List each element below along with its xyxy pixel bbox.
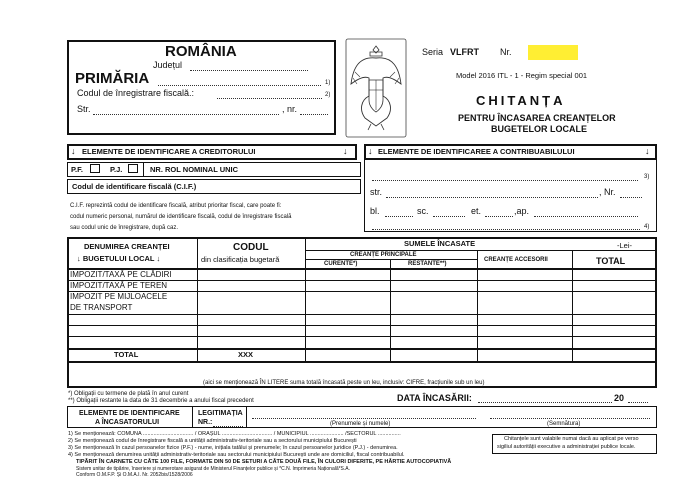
footnote-arrears: **) Obligații restante la data de 31 decembrie a anului fiscal precedent	[68, 398, 254, 404]
creditor-heading: ELEMENTE DE IDENTIFICARE A CREDITORULUI	[82, 147, 256, 156]
pj-label: P.J.	[110, 165, 123, 174]
pf-checkbox[interactable]	[90, 164, 100, 173]
cif-note-3: sau codul unic de înregistrare, după caz.	[70, 225, 179, 231]
county-label: Județul	[153, 60, 183, 70]
row-line-6	[67, 348, 657, 350]
collector-divider-2	[246, 406, 247, 428]
arrears-header: RESTANTE**)	[408, 261, 447, 267]
note-marker-2: 2)	[325, 92, 331, 98]
issuer-number-label: , nr.	[282, 104, 298, 114]
pf-label: P.F.	[71, 165, 83, 174]
taxpayer-down-arrow: ↓	[368, 146, 373, 156]
row-label-buildings: IMPOZIT/TAXĂ PE CLĂDIRI	[70, 270, 172, 279]
apartment-label: ,ap.	[514, 206, 530, 216]
collector-name-field[interactable]	[252, 418, 476, 419]
sums-heading-bottom	[305, 250, 657, 251]
row-label-land: IMPOZIT/TAXĂ PE TEREN	[70, 281, 168, 290]
note-4-text: 4) Se menționează denumirea unității administrativ-teritoriale sau sectorului municipiului București unde are domiciliul, fiscal contribuabilul.	[68, 452, 405, 458]
col-divider-2	[305, 237, 306, 363]
date-year-field[interactable]	[628, 402, 648, 403]
sums-heading: SUMELE ÎNCASATE	[404, 239, 476, 248]
currency-label: -Lei-	[617, 241, 633, 250]
main-claims-bottom	[305, 259, 477, 260]
country-title: ROMÂNIA	[165, 43, 237, 60]
legitimation-number-label: NR.:	[198, 419, 213, 426]
issuer-number-field[interactable]	[300, 114, 328, 115]
row-line-5	[67, 336, 657, 337]
taxpayer-locality-field[interactable]	[372, 229, 640, 230]
current-header: CURENTE*)	[324, 261, 358, 267]
note-2-text: 2) Se menționează codul de înregistrare fiscală a unității administrativ-teritoriale sau a sectorului municipiului București	[68, 438, 357, 444]
collector-heading-1: ELEMENTE DE IDENTIFICARE	[79, 410, 180, 417]
taxpayer-street-label: str.	[370, 187, 383, 197]
taxpayer-down-arrow-right: ↓	[645, 146, 650, 156]
receipt-number-field[interactable]	[528, 45, 578, 60]
collector-signature-caption: (Semnătura)	[547, 421, 581, 427]
floor-field[interactable]	[485, 216, 513, 217]
block-label: bl.	[370, 206, 380, 216]
apartment-field[interactable]	[534, 216, 638, 217]
date-label: DATA ÎNCASĂRII:	[397, 393, 472, 403]
fiscal-code-label: Codul de înregistrare fiscală.:	[77, 88, 195, 98]
taxpayer-number-field[interactable]	[620, 197, 642, 198]
stair-field[interactable]	[433, 216, 465, 217]
date-field[interactable]	[478, 402, 612, 403]
print-note-3: Conform O.M.F.P. Și O.M.A.I. Nr. 2052bis/1528/2006	[76, 472, 193, 478]
col-name-header-2	[77, 255, 160, 263]
col-divider-5	[572, 250, 573, 363]
issuer-street-label: Str.	[77, 104, 91, 114]
row-line-3	[67, 314, 657, 315]
note-1-text: 1) Se menționează: COMUNA ................................. / ORAȘUL ................................. / MUNICIPIUL ...................... /SECTORUL ...............	[68, 431, 401, 437]
print-note-1: TIPĂRIT ÎN CARNETE CU CÂTE 100 FILE, FORMATE DIN 50 DE SETURI A CÂTE DOUĂ FILE, ÎN CULORI DIFERITE, PE HÂRTIE AUTOCOPIATIVĂ	[76, 459, 452, 465]
validity-note-1: Chitanțele sunt valabile numai dacă au aplicat pe verso	[504, 436, 639, 442]
divider	[143, 162, 144, 177]
series-label: Seria	[422, 47, 444, 57]
row-label-vehicles-1: IMPOZIT PE MIJLOACELE	[70, 292, 168, 301]
total-row-label: TOTAL	[114, 350, 139, 359]
model-text: Model 2016 ITL - 1 - Regim special 001	[456, 71, 588, 80]
accessory-header: CREANȚE ACCESORII	[484, 257, 548, 263]
city-hall-label: PRIMĂRIA	[75, 70, 150, 87]
collector-name-caption: (Prenumele și numele)	[330, 421, 391, 427]
issuer-street-field[interactable]	[93, 114, 279, 115]
col-code-header-1: CODUL	[233, 242, 269, 253]
col-code-header-2: din clasificația bugetară	[201, 255, 280, 264]
receipt-number-label: Nr.	[500, 47, 512, 57]
amount-in-words-caption: (aici se menționează ÎN LITERE suma totală încasată peste un leu, inclusiv: CIFRE, fracțiunile sub un leu)	[203, 380, 485, 386]
taxpayer-number-label: , Nr.	[599, 187, 616, 197]
main-claims-heading: CREANȚE PRINCIPALE	[350, 252, 417, 258]
rol-label: NR. ROL NOMINAL UNIC	[150, 165, 239, 174]
block-field[interactable]	[385, 216, 413, 217]
total-col-header: TOTAL	[596, 256, 626, 266]
col-name-header-2-text: BUGETULUI LOCAL	[82, 254, 155, 263]
note-marker-1: 1)	[325, 80, 331, 86]
legitimation-number-field[interactable]	[213, 426, 243, 427]
receipt-subtitle-2: BUGETELOR LOCALE	[491, 124, 587, 134]
series-value: VLFRT	[450, 47, 479, 57]
coat-of-arms-emblem	[345, 38, 407, 138]
row-label-vehicles-2: DE TRANSPORT	[70, 303, 133, 312]
fiscal-code-field[interactable]	[217, 98, 322, 99]
col-name-arrow-right: ↓	[154, 254, 161, 263]
county-field[interactable]	[190, 70, 308, 71]
taxpayer-heading: ELEMENTE DE IDENTIFICAREE A CONTRIBUABILULUI	[378, 147, 575, 156]
cif-note-1: C.I.F. reprezintă codul de identificare fiscală, atribut prioritar fiscal, care poate fi:	[70, 203, 282, 209]
col-name-header-1: DENUMIREA CREANȚEI	[84, 242, 170, 251]
receipt-title: CHITANȚA	[476, 93, 566, 108]
note-marker-3: 3)	[644, 174, 650, 180]
col-divider-4	[477, 250, 478, 363]
note-3-text: 3) Se menționează în cazul persoanelor fizice (P.F.) - nume, inițiala tatălui și prenumele; în cazul persoanelor juridice (P.J.) - denumirea.	[68, 445, 398, 451]
city-hall-field[interactable]	[158, 85, 321, 86]
legitimation-label: LEGITIMAȚIA	[198, 410, 243, 417]
creditor-down-arrow: ↓	[71, 146, 76, 156]
footnote-current: *) Obligații cu termene de plată în anul curent	[68, 391, 189, 397]
cif-label: Codul de identificare fiscală (C.I.F.)	[72, 182, 197, 191]
validity-note-2: sigiliul autorității executive a administrației publice locale.	[497, 444, 636, 450]
pj-checkbox[interactable]	[128, 164, 138, 173]
taxpayer-name-field[interactable]	[372, 180, 638, 181]
floor-label: et.	[471, 206, 482, 216]
collector-heading-2: A ÎNCASATORULUI	[95, 419, 160, 426]
col-divider-1	[197, 237, 198, 363]
cif-note-2: codul numeric personal, numărul de identificare fiscală, codul de înregistrare fiscală	[70, 214, 292, 220]
receipt-subtitle-1: PENTRU ÎNCASAREA CREANȚELOR	[458, 113, 616, 123]
stair-label: sc.	[417, 206, 429, 216]
creditor-down-arrow-right: ↓	[343, 146, 348, 156]
print-note-2: Sistem unitar de tipărire, înseriere și numerotare asigurat de Ministerul Finanțelor publice și *C.N. Imprimeria Națională*S.A.	[76, 466, 351, 472]
taxpayer-street-field[interactable]	[386, 197, 598, 198]
col-name-arrow-left: ↓	[77, 254, 83, 263]
total-row-code: XXX	[238, 350, 254, 359]
row-line-4	[67, 325, 657, 326]
collector-divider-1	[192, 406, 193, 428]
date-year: 20	[614, 393, 625, 403]
note-marker-4: 4)	[644, 224, 650, 230]
collector-signature-field[interactable]	[490, 418, 650, 419]
